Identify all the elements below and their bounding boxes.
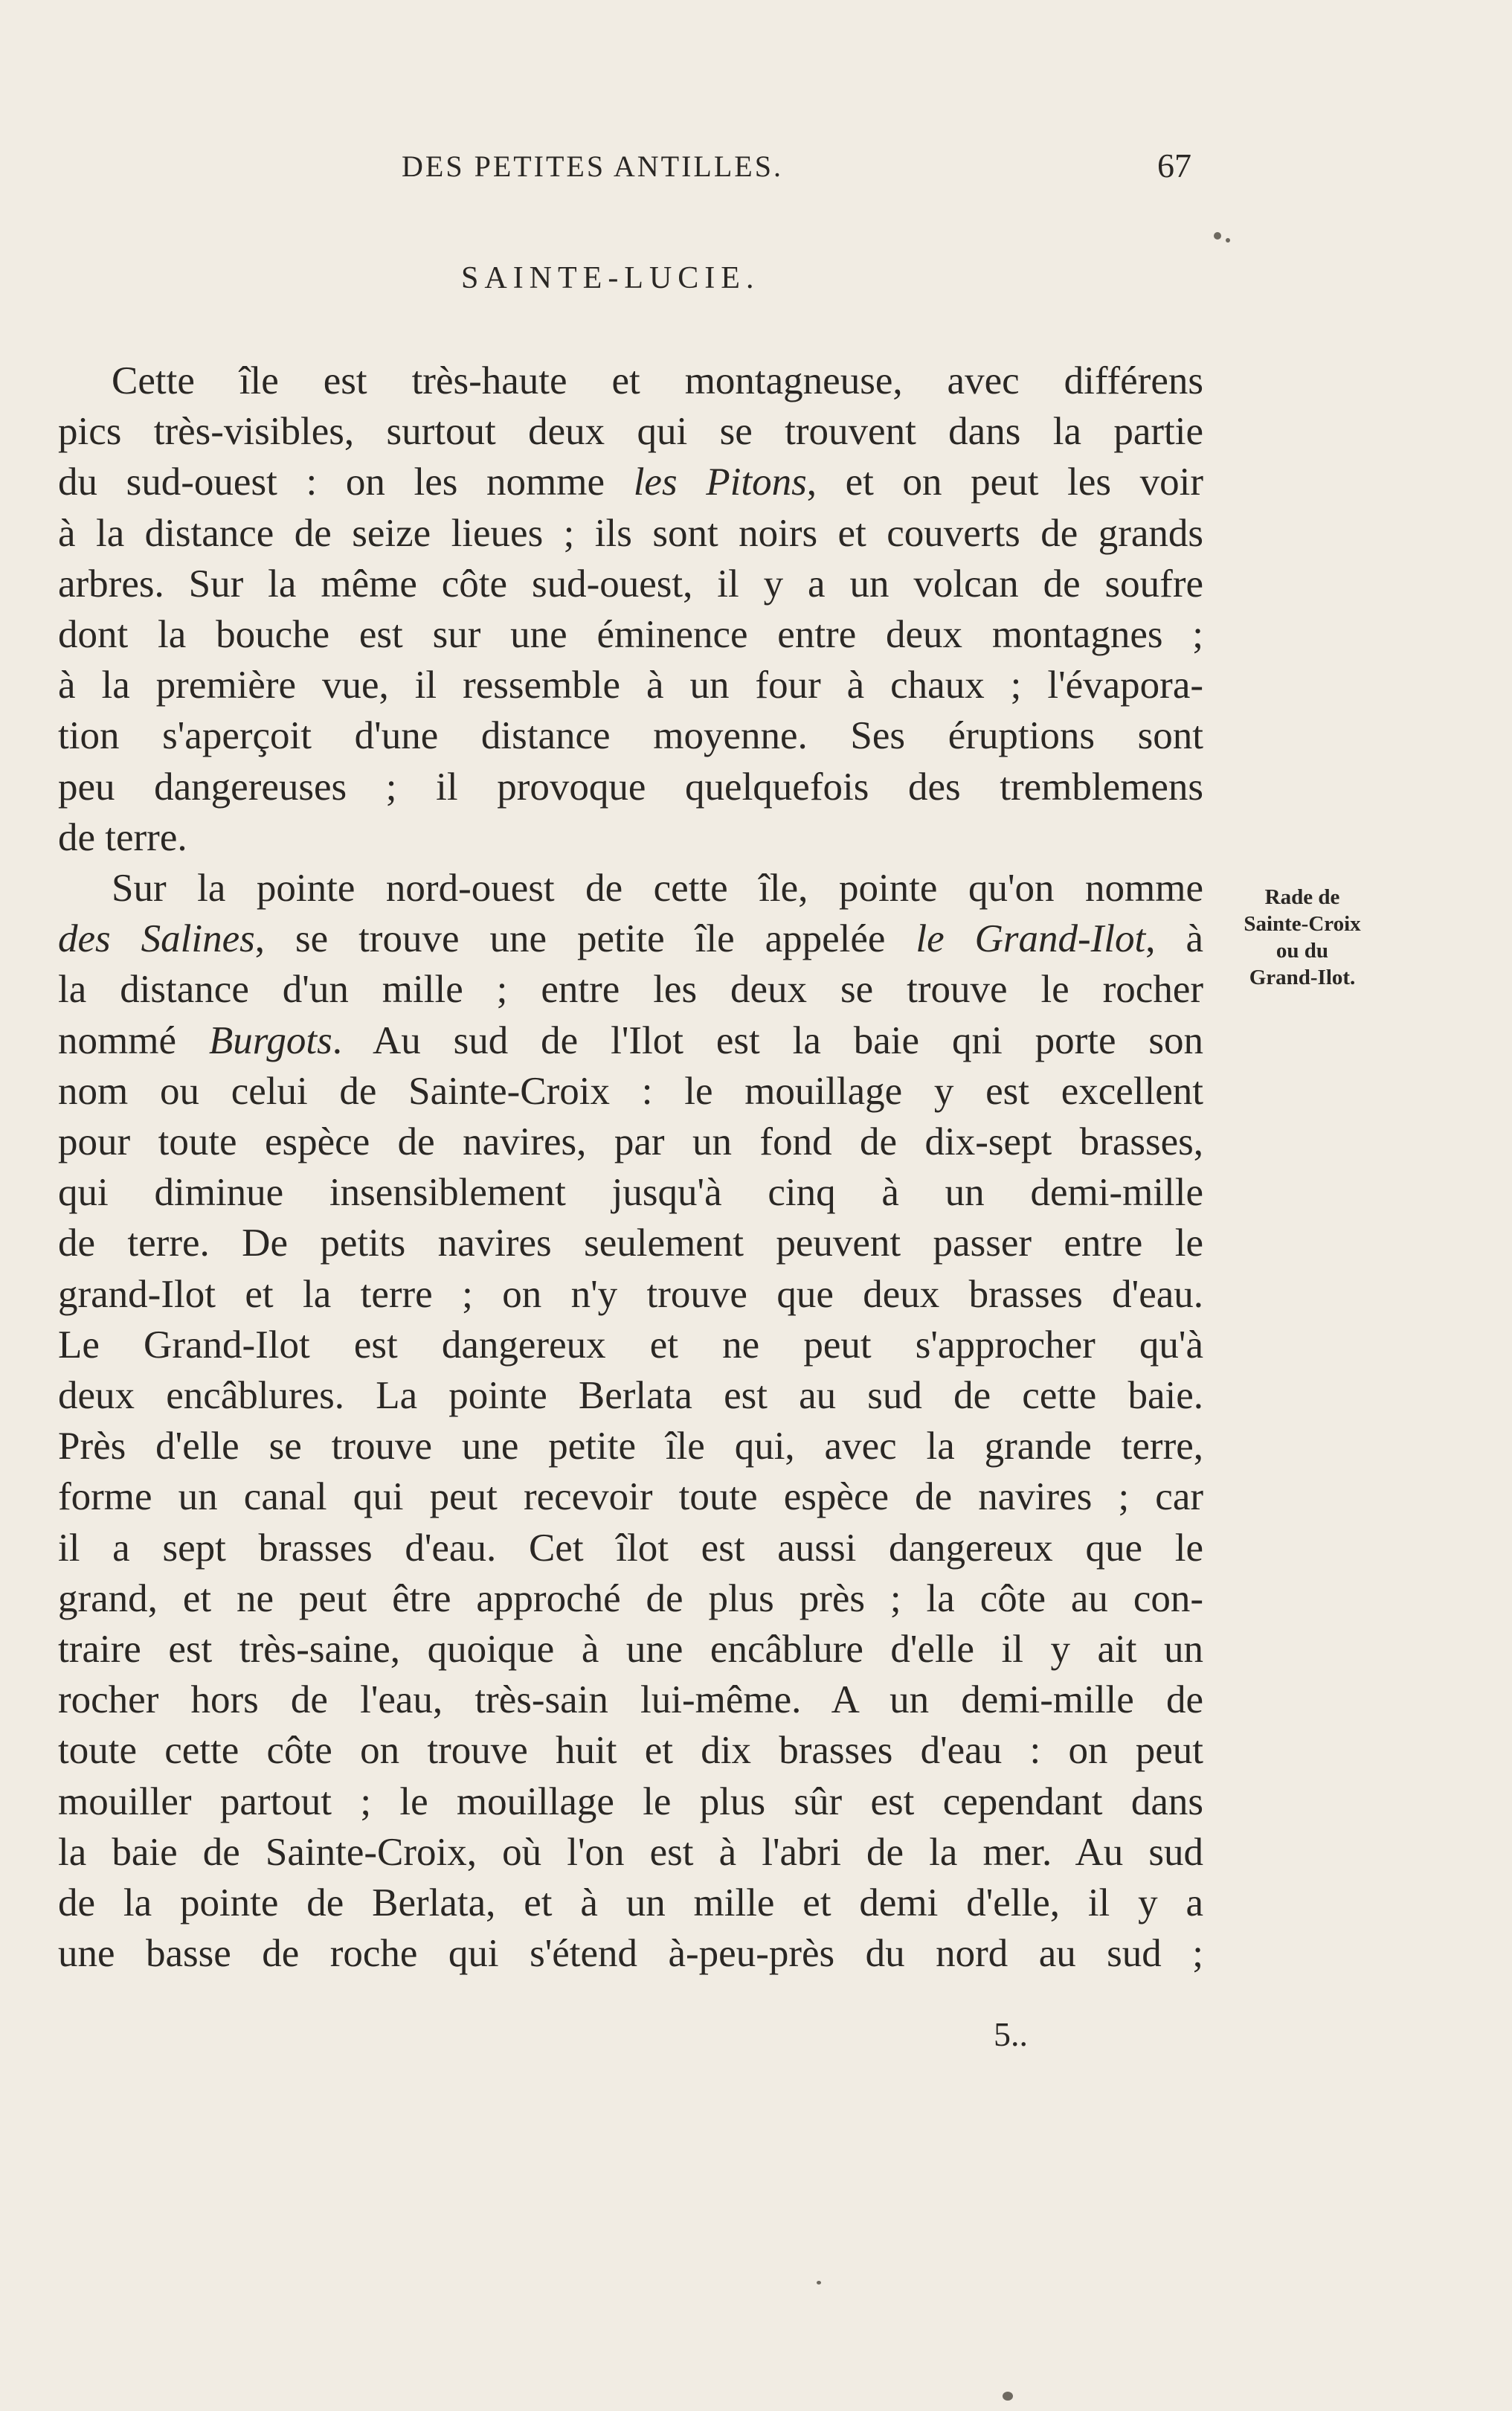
margin-note	[1217, 884, 1388, 991]
text-line: peu dangereuses ; il provoque quelquefois des tremblemens	[58, 765, 1203, 809]
ink-speck	[1003, 2392, 1013, 2401]
text-line: du sud-ouest : on les nomme les Pitons, et on peut les voir	[58, 460, 1204, 504]
text-line: de la pointe de Berlata, et à un mille et demi d'elle, il y a	[58, 1881, 1203, 1925]
italic-term: des Salines	[58, 917, 255, 961]
section-title: SAINTE-LUCIE.	[461, 261, 760, 295]
text-line: mouiller partout ; le mouillage le plus sûr est cependant dans	[58, 1779, 1203, 1823]
text-line: pour toute espèce de navires, par un fond de dix-sept brasses,	[58, 1120, 1203, 1164]
text-line: traire est très-saine, quoique à une encâblure d'elle il y ait un	[58, 1628, 1203, 1672]
text-line: Cette île est très-haute et montagneuse, avec différens	[112, 359, 1203, 402]
margin-note-line: Sainte-Croix	[1244, 912, 1361, 936]
text-line: arbres. Sur la même côte sud-ouest, il y a un volcan de soufre	[58, 562, 1203, 606]
margin-note-line: ou du	[1275, 939, 1329, 963]
text-line: tion s'aperçoit d'une distance moyenne. Ses éruptions sont	[58, 714, 1203, 758]
margin-note-line: Rade de	[1264, 885, 1340, 909]
italic-term: le Grand-Ilot	[916, 917, 1146, 961]
running-head: DES PETITES ANTILLES.	[402, 150, 783, 183]
ink-speck	[1214, 232, 1221, 240]
text-line: qui diminue insensiblement jusqu'à cinq à un demi-mille	[58, 1171, 1203, 1215]
text-line: Le Grand-Ilot est dangereux et ne peut s'approcher qu'à	[58, 1323, 1203, 1367]
text-line: nom ou celui de Sainte-Croix : le mouillage y est excellent	[58, 1069, 1203, 1113]
text-line: pics très-visibles, surtout deux qui se trouvent dans la partie	[58, 410, 1203, 454]
ink-speck	[1226, 238, 1230, 243]
text-line: de terre.	[58, 815, 187, 859]
page-number: 67	[1157, 147, 1191, 184]
text-line: rocher hors de l'eau, très-sain lui-même. A un demi-mille de	[58, 1678, 1203, 1722]
text-line: Sur la pointe nord-ouest de cette île, pointe qu'on nomme	[112, 867, 1203, 911]
margin-note-line: Grand-Ilot.	[1249, 966, 1356, 989]
text-line: à la distance de seize lieues ; ils sont noirs et couverts de grands	[58, 511, 1203, 555]
text-line: des Salines, se trouve une petite île appelée le Grand-Ilot, à	[58, 917, 1204, 961]
text-line: forme un canal qui peut recevoir toute espèce de navires ; car	[58, 1475, 1203, 1519]
paragraph-1	[58, 356, 1203, 863]
italic-term: Burgots	[208, 1018, 332, 1062]
italic-term: les Pitons	[633, 460, 807, 504]
text-line: la distance d'un mille ; entre les deux se trouve le rocher	[58, 968, 1203, 1012]
text-line: il a sept brasses d'eau. Cet îlot est aussi dangereux que le	[58, 1526, 1203, 1570]
text-line: grand-Ilot et la terre ; on n'y trouve que deux brasses d'eau.	[58, 1272, 1203, 1316]
text-line: nommé Burgots. Au sud de l'Ilot est la baie qni porte son	[58, 1018, 1203, 1062]
text-line: la baie de Sainte-Croix, où l'on est à l'abri de la mer. Au sud	[58, 1830, 1203, 1874]
signature-mark: 5..	[994, 2015, 1028, 2053]
text-line: de terre. De petits navires seulement peuvent passer entre le	[58, 1221, 1203, 1265]
body-text	[58, 356, 1203, 1980]
ink-speck	[817, 2281, 821, 2285]
text-line: dont la bouche est sur une éminence entre deux montagnes ;	[58, 613, 1203, 657]
text-line: grand, et ne peut être approché de plus près ; la côte au con-	[58, 1576, 1203, 1620]
text-line: deux encâblures. La pointe Berlata est au sud de cette baie.	[58, 1374, 1203, 1418]
text-line: à la première vue, il ressemble à un four à chaux ; l'évapora-	[58, 664, 1203, 707]
text-line: Près d'elle se trouve une petite île qui, avec la grande terre,	[58, 1425, 1203, 1468]
text-line: une basse de roche qui s'étend à-peu-près du nord au sud ;	[58, 1932, 1203, 1976]
text-line: toute cette côte on trouve huit et dix brasses d'eau : on peut	[58, 1729, 1203, 1773]
paragraph-2	[58, 863, 1203, 1979]
